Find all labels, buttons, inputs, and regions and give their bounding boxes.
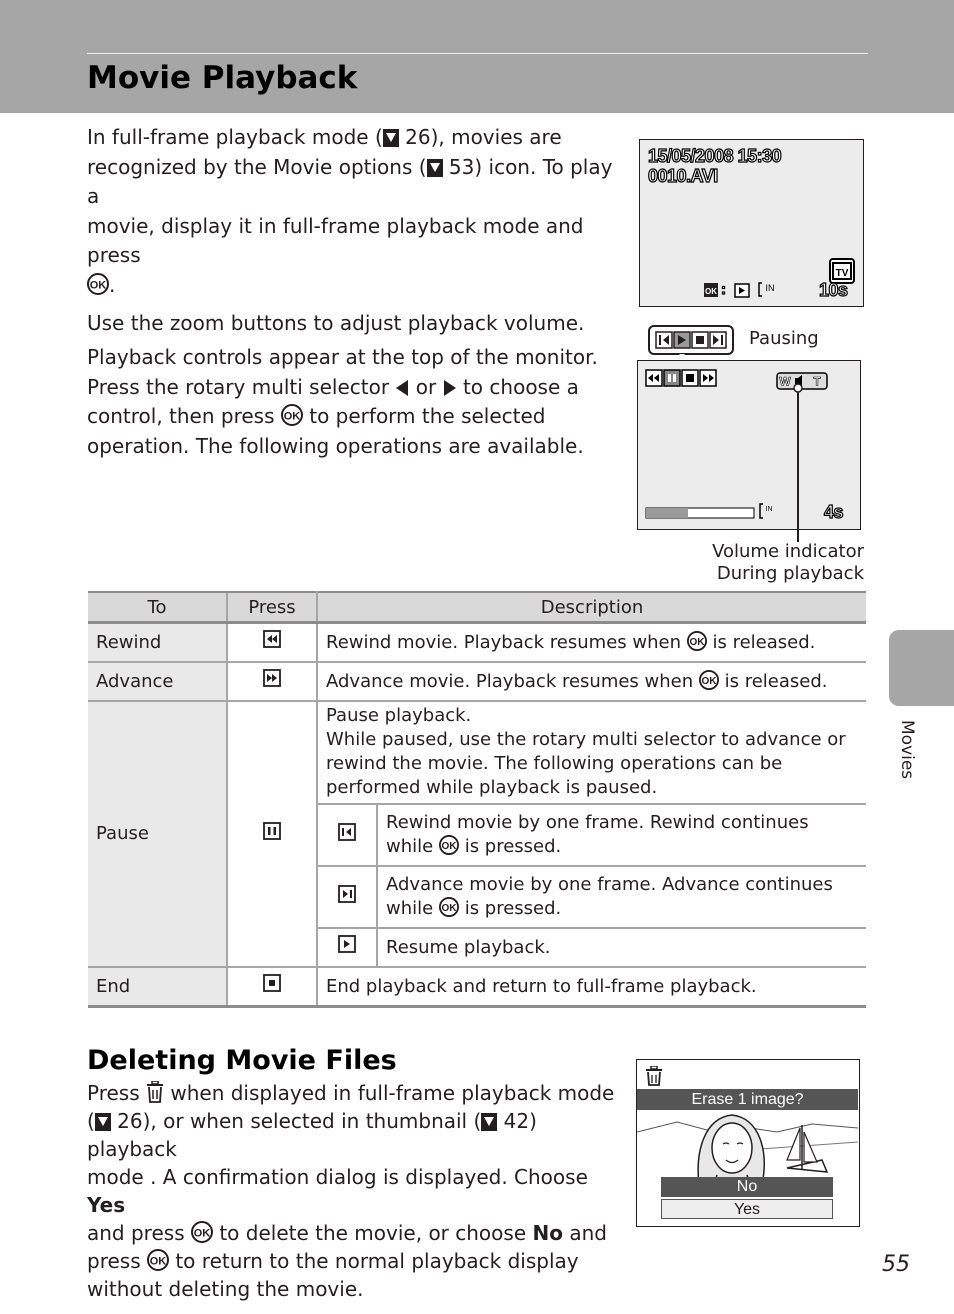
delete-text: mode . A confirmation dialog is displayed. Choose	[87, 1165, 588, 1189]
sub-rewind-desc	[377, 804, 866, 866]
svg-text:OK: OK	[193, 1227, 211, 1240]
table-row	[88, 967, 866, 1007]
controls-text: Press the rotary multi selector	[87, 374, 390, 399]
playback-progress-bar	[645, 507, 757, 521]
row-pause-label: Pause	[88, 701, 227, 967]
desc-text: is pressed.	[464, 836, 562, 857]
intro-text: movie, display it in full-frame playback mode and press	[87, 213, 584, 267]
trash-icon	[645, 1066, 663, 1086]
section-title-deleting: Deleting Movie Files	[87, 1045, 397, 1076]
screen-remaining-time: 4s	[824, 502, 844, 522]
screen-duration: 10s	[819, 280, 848, 300]
reference-icon	[481, 1113, 497, 1131]
row-end-desc: End playback and return to full-frame playback.	[317, 967, 866, 1007]
svg-text:OK: OK	[441, 903, 457, 915]
delete-confirmation-screen	[636, 1059, 860, 1227]
yes-option[interactable]: Yes	[661, 1199, 833, 1219]
table-header-row	[88, 592, 866, 623]
intro-paragraph	[87, 123, 627, 300]
reference-icon	[95, 1113, 111, 1131]
pausing-label: Pausing	[749, 328, 819, 349]
page-number: 55	[882, 1252, 910, 1277]
ok-button-icon	[439, 835, 459, 855]
controls-text: Playback controls appear at the top of the monitor.	[87, 345, 598, 369]
svg-text:OK: OK	[441, 841, 457, 853]
reference-icon	[427, 159, 443, 177]
controls-text: or	[415, 374, 437, 399]
left-arrow-icon	[395, 379, 409, 397]
controls-text: to perform the selected	[309, 404, 546, 428]
controls-text: operation. The following operations are available.	[87, 433, 584, 458]
sub-advance-desc	[377, 866, 866, 928]
operations-table	[88, 591, 866, 1008]
volume-text: Use the zoom buttons to adjust playback volume.	[87, 311, 585, 335]
intro-text: 53) icon. To play a	[87, 154, 613, 208]
svg-text:OK: OK	[705, 287, 717, 296]
desc-text: Rewind movie by one frame. Rewind continues while	[386, 812, 809, 857]
svg-text:OK: OK	[689, 636, 705, 648]
intro-text: .	[109, 272, 116, 297]
header-rule	[87, 53, 868, 54]
reference-icon	[383, 129, 399, 147]
sub-resume-desc: Resume playback.	[377, 928, 866, 967]
caption-line: During playback	[716, 563, 864, 584]
delete-text: 26), or when selected in thumbnail (	[110, 1109, 482, 1133]
svg-text:OK: OK	[701, 675, 717, 687]
pausing-controls-callout	[648, 325, 734, 355]
erase-prompt: Erase 1 image?	[637, 1089, 858, 1110]
delete-paragraph	[87, 1079, 627, 1303]
desc-text: While paused, use the rotary multi selector to advance or rewind the movie. The following operations can be performed while playback is paused.	[326, 729, 846, 798]
row-rewind-label: Rewind	[88, 623, 227, 663]
header-to: To	[88, 592, 227, 623]
play-icon	[734, 283, 750, 298]
header-description: Description	[317, 592, 866, 623]
desc-text: is released.	[712, 631, 816, 653]
playback-controls-bar	[645, 369, 717, 387]
ok-small-icon	[704, 283, 718, 297]
volume-leader-line	[792, 382, 804, 542]
screen-datetime: 15/05/2008 15:30	[648, 146, 782, 166]
no-option[interactable]: No	[661, 1177, 833, 1197]
row-advance-label: Advance	[88, 662, 227, 701]
delete-text: Press	[87, 1081, 140, 1105]
side-label: Movies	[897, 720, 917, 780]
paused-screen-illustration	[637, 360, 861, 530]
movie-screen-illustration	[639, 139, 864, 307]
volume-indicator-caption	[700, 541, 864, 585]
ok-button-icon	[687, 631, 707, 651]
desc-text: Advance movie. Playback resumes when	[326, 670, 694, 692]
frame-advance-icon	[317, 866, 377, 928]
zoom-w-label: W	[779, 374, 791, 389]
controls-text: to choose a	[462, 374, 579, 399]
pause-icon	[227, 701, 317, 967]
row-pause-desc	[317, 701, 866, 804]
rewind-icon	[227, 623, 317, 663]
screen-filename: 0010.AVI	[648, 166, 718, 186]
svg-text:OK: OK	[149, 1255, 167, 1268]
desc-text: is released.	[724, 670, 828, 692]
delete-text: press	[87, 1249, 141, 1273]
ok-button-icon	[699, 670, 719, 690]
desc-text: Rewind movie. Playback resumes when	[326, 631, 681, 653]
delete-text: when displayed in full-frame playback mode	[170, 1081, 615, 1105]
desc-text: Pause playback.	[326, 705, 472, 726]
delete-text: 42) playback	[87, 1109, 537, 1161]
volume-bracket-icon	[757, 281, 779, 298]
side-tab	[889, 630, 954, 706]
row-advance-desc	[317, 662, 866, 701]
caption-line: Volume indicator	[712, 541, 864, 562]
page-title: Movie Playback	[87, 60, 358, 96]
delete-text-no: No	[532, 1221, 563, 1245]
table-row	[88, 662, 866, 701]
volume-bracket-icon	[758, 502, 776, 520]
stop-icon	[227, 967, 317, 1007]
delete-text: and	[569, 1221, 607, 1245]
ok-separator: :	[721, 281, 726, 298]
ok-button-icon	[439, 897, 459, 917]
header-band	[0, 0, 954, 113]
delete-text: to delete the movie, or choose	[219, 1221, 527, 1245]
delete-text: to return to the normal playback display	[175, 1249, 579, 1273]
intro-text: recognized by the Movie options (	[87, 154, 427, 179]
delete-text-yes: Yes	[87, 1193, 126, 1217]
delete-text: without deleting the movie.	[87, 1277, 364, 1301]
row-end-label: End	[88, 967, 227, 1007]
ok-button-icon	[281, 404, 303, 426]
resume-play-icon	[317, 928, 377, 967]
delete-text: and press	[87, 1221, 185, 1245]
controls-text: control, then press	[87, 404, 275, 428]
intro-text: 26), movies are	[398, 125, 562, 149]
intro-text: In full-frame playback mode (	[87, 125, 383, 149]
svg-text:TV: TV	[835, 268, 849, 279]
controls-paragraph	[87, 343, 627, 461]
desc-text: Advance movie by one frame. Advance continues while	[386, 874, 833, 919]
frame-rewind-icon	[317, 804, 377, 866]
delete-text: (	[87, 1109, 95, 1133]
zoom-t-label: T	[813, 374, 821, 389]
svg-text:OK: OK	[89, 279, 107, 291]
fast-forward-icon	[227, 662, 317, 701]
row-rewind-desc	[317, 623, 866, 663]
header-press: Press	[227, 592, 317, 623]
svg-text:OK: OK	[283, 410, 301, 423]
table-row	[88, 623, 866, 663]
trash-icon	[146, 1081, 164, 1103]
svg-text:IN: IN	[765, 506, 773, 513]
ok-button-icon	[87, 273, 109, 295]
desc-text: is pressed.	[464, 898, 562, 919]
ok-button-icon	[191, 1221, 213, 1243]
table-row	[88, 701, 866, 804]
right-arrow-icon	[443, 379, 457, 397]
svg-text:IN: IN	[765, 283, 775, 293]
ok-button-icon	[147, 1249, 169, 1271]
